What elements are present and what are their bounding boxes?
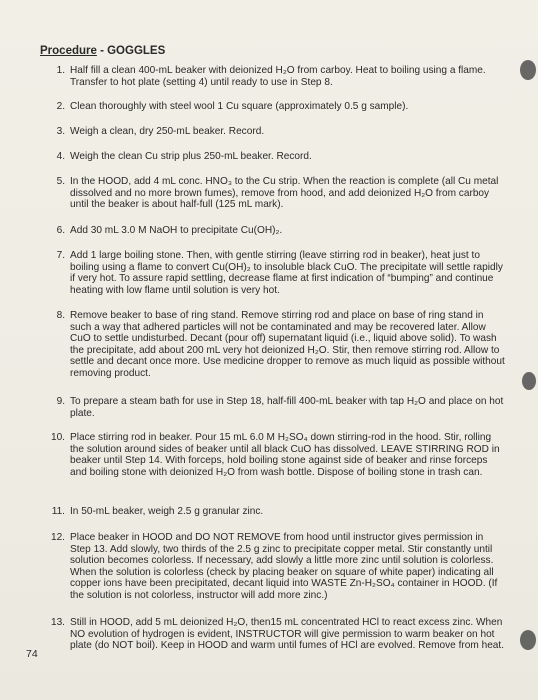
page-number: 74 (26, 648, 38, 660)
margin-mark (520, 630, 536, 650)
step-number: 9. (56, 396, 65, 407)
step-number: 11. (51, 506, 65, 517)
step-text: In the HOOD, add 4 mL conc. HNO₃ to the Cu strip. When the reaction is complete (all Cu metal dissolved and no more brown fumes), remove from hood, and add deionized H₂O from carboy until the beaker is about half-full (125 mL mark). (70, 176, 499, 211)
step-text: Still in HOOD, add 5 mL deionized H₂O, then15 mL concentrated HCl to react excess zinc. When NO evolution of hydrogen is evident, INSTRUCTOR will give permission to warm beaker on hot plate (do NOT boil). Keep in HOOD and warm until fumes of HCl are evolved. Remove from heat. (70, 617, 505, 652)
step-number: 1. (56, 65, 65, 76)
step-number: 3. (56, 126, 65, 137)
step-number: 4. (56, 151, 65, 162)
margin-mark (520, 60, 536, 80)
procedure-heading-underlined: Procedure (40, 45, 97, 57)
procedure-heading-rest: - GOGGLES (96, 45, 166, 57)
step-text: In 50-mL beaker, weigh 2.5 g granular zinc. (70, 506, 264, 517)
step-number: 5. (56, 176, 65, 187)
step-number: 8. (56, 310, 65, 321)
step-text: Place stirring rod in beaker. Pour 15 mL 6.0 M H₂SO₄ down stirring-rod in the hood. Stir, rolling the solution around sides of beaker until all black CuO has dissolved. LEAVE STIRRING ROD in beaker until Step 14. With forceps, hold boiling stone against side of beaker and rinse forceps and boiling stone with deionized H₂O from wash bottle. Dispose of boiling stone in trash can. (70, 432, 500, 478)
margin-mark (522, 372, 536, 390)
step-number: 6. (56, 225, 65, 236)
step-text: Clean thoroughly with steel wool 1 Cu square (approximately 0.5 g sample). (70, 101, 409, 112)
step-number: 12. (50, 532, 65, 543)
step-number: 13. (50, 617, 65, 628)
step-number: 7. (56, 250, 65, 261)
step-text: Add 30 mL 3.0 M NaOH to precipitate Cu(OH)₂. (70, 225, 283, 236)
step-text: Remove beaker to base of ring stand. Remove stirring rod and place on base of ring stand in such a way that adhered particles will not be contaminated and may be recovered later. Allow CuO to settle undisturbed. Decant (pour off) supernatant liquid (i.e., liquid above solid). To wash the precipitate, add about 200 mL very hot deionized H₂O. Stir, then remove stirring rod. Allow to settle and decant once more. Use medicine dropper to remove as much liquid as possible without removing product. (70, 310, 505, 379)
step-number: 2. (56, 101, 65, 112)
step-text: Weigh a clean, dry 250-mL beaker. Record. (70, 126, 265, 137)
step-text: Place beaker in HOOD and DO NOT REMOVE from hood until instructor gives permission in Step 13. Add slowly, two thirds of the 2.5 g zinc to precipitate copper metal. Stir constantly until solution becomes colorless. If necessary, add slowly a little more zinc until solution is colorless. When the solution is colorless (check by placing beaker on square of white paper) indicating all copper ions have been precipitated, decant liquid into WASTE Zn-H₂SO₄ container in HOOD. (If the solution is not colorless, instructor will add more zinc.) (70, 532, 498, 601)
procedure-heading (40, 45, 165, 57)
step-text: Add 1 large boiling stone. Then, with gentle stirring (leave stirring rod in beaker), heat just to boiling using a flame to convert Cu(OH)₂ to insoluble black CuO. The precipitate will settle rapidly if very hot. To assure rapid settling, decrease flame at first indication of “bumping” and continue heating with low flame until solution is very hot. (70, 250, 503, 296)
step-number: 10. (50, 432, 65, 443)
step-text: Weigh the clean Cu strip plus 250-mL beaker. Record. (70, 151, 312, 162)
step-text: To prepare a steam bath for use in Step 18, half-fill 400-mL beaker with tap H₂O and place on hot plate. (70, 396, 504, 419)
step-text: Half fill a clean 400-mL beaker with deionized H₂O from carboy. Heat to boiling using a flame. Transfer to hot plate (setting 4) until ready to use in Step 8. (70, 65, 486, 88)
